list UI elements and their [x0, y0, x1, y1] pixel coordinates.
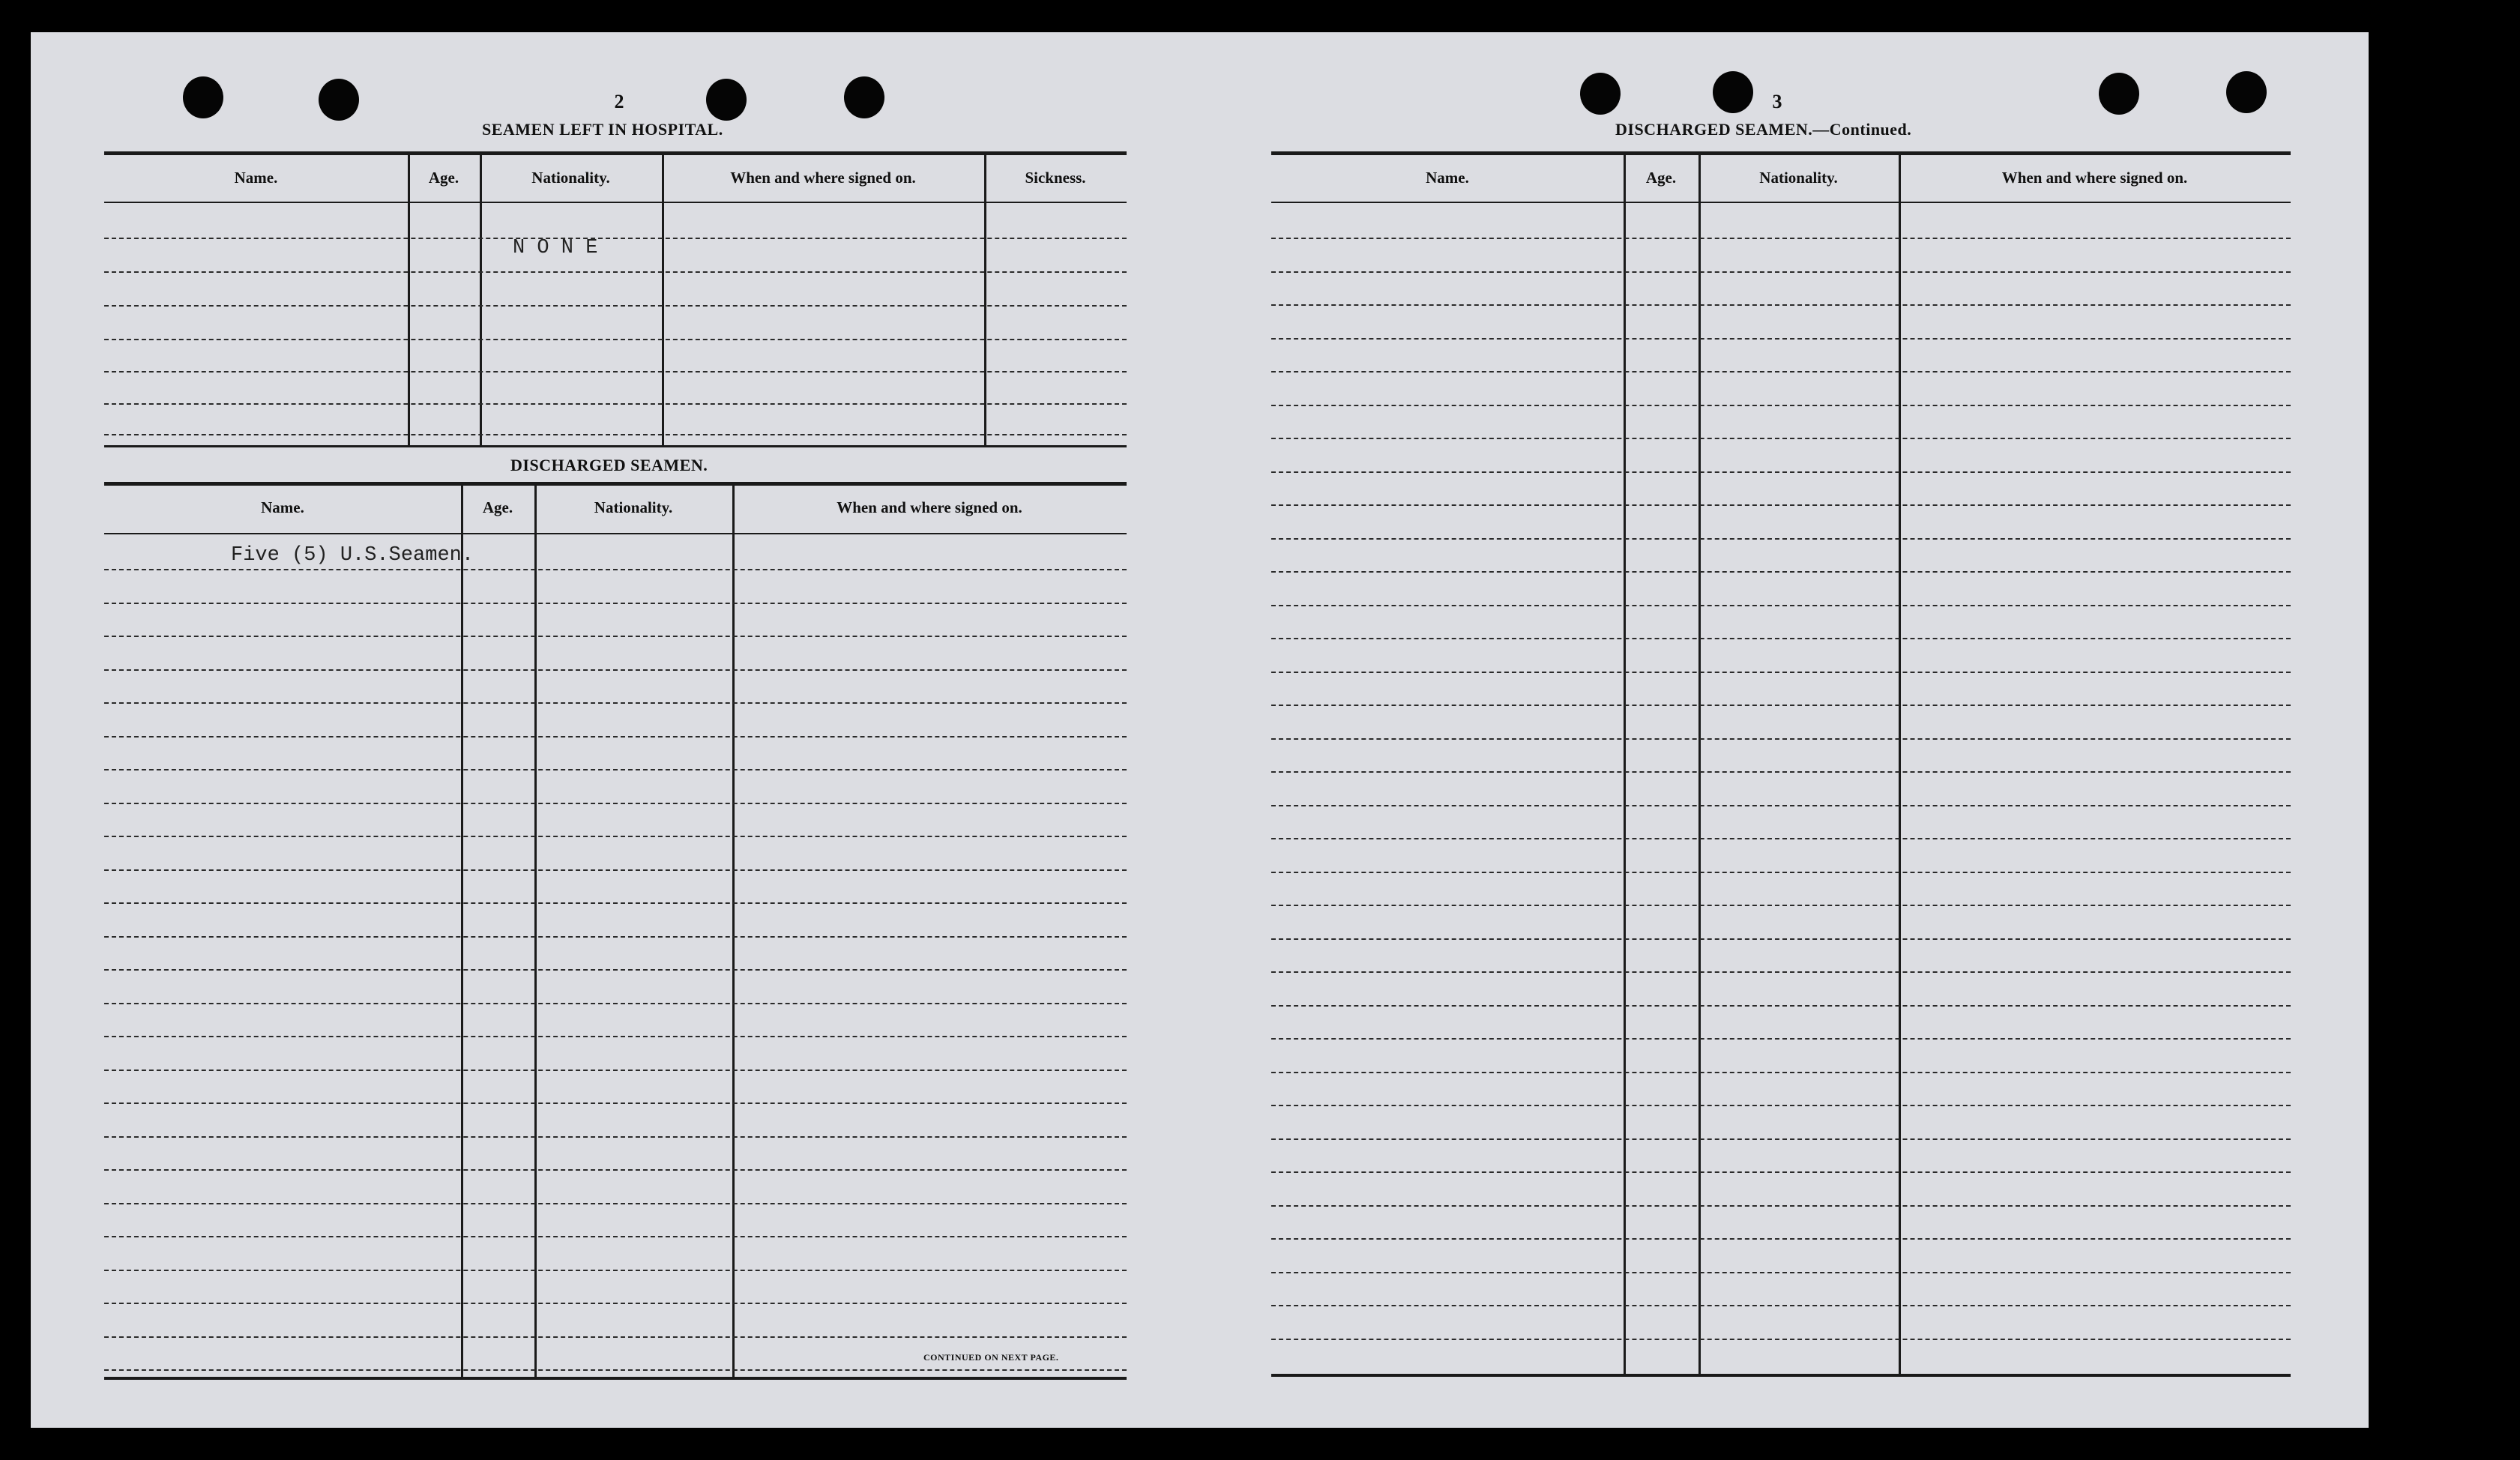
table-bottom-rule [1271, 1374, 2291, 1377]
page-number: 3 [1772, 91, 1782, 112]
ruled-line [1271, 304, 2291, 306]
column-divider [408, 155, 410, 445]
ruled-line [1271, 1105, 2291, 1106]
ruled-line [1271, 672, 2291, 673]
ruled-line [104, 836, 1127, 837]
punch-hole [706, 79, 747, 121]
ruled-line [1271, 872, 2291, 873]
discharged-continued-title: DISCHARGED SEAMEN.—Continued. [1615, 120, 1912, 139]
column-divider [534, 486, 537, 1377]
column-divider [984, 155, 986, 445]
ruled-line [104, 238, 1127, 239]
ruled-line [1271, 438, 2291, 439]
ruled-line [104, 1102, 1127, 1104]
table-top-rule [104, 151, 1127, 155]
header-underline [1271, 202, 2291, 203]
typed-entry-five-seamen: Five (5) U.S.Seamen. [231, 544, 474, 567]
ruled-line [1271, 405, 2291, 406]
column-divider [480, 155, 482, 445]
ruled-line [1271, 1138, 2291, 1140]
column-header-name: Name. [234, 169, 278, 187]
page-number: 2 [614, 91, 624, 112]
ruled-line [1271, 738, 2291, 740]
column-header-signed-on: When and where signed on. [2001, 169, 2188, 187]
ruled-line [104, 669, 1127, 671]
punch-hole [183, 76, 223, 118]
ruled-line [104, 1303, 1127, 1304]
column-header-signed-on: When and where signed on. [730, 169, 916, 187]
ruled-line [104, 702, 1127, 704]
discharged-section-title: DISCHARGED SEAMEN. [510, 456, 708, 474]
ruled-line [1271, 971, 2291, 973]
header-underline [104, 533, 1127, 534]
ruled-line [104, 869, 1127, 871]
ruled-line [1271, 938, 2291, 940]
ruled-line [1271, 771, 2291, 773]
ruled-line [104, 1203, 1127, 1204]
ruled-line [1271, 1238, 2291, 1240]
punch-hole [1580, 73, 1621, 115]
ruled-line [104, 1070, 1127, 1071]
column-divider [732, 486, 735, 1377]
column-header-name: Name. [1426, 169, 1469, 187]
ruled-line [1271, 705, 2291, 706]
continued-footer: CONTINUED ON NEXT PAGE. [923, 1352, 1059, 1363]
column-header-name: Name. [261, 498, 304, 516]
punch-hole [844, 76, 884, 118]
ruled-line [104, 603, 1127, 604]
ruled-line [1271, 1205, 2291, 1207]
ruled-line [104, 1336, 1127, 1338]
punch-hole [319, 79, 359, 121]
ruled-line [104, 769, 1127, 770]
ruled-line [104, 1003, 1127, 1004]
ruled-line [104, 969, 1127, 971]
ruled-line [1271, 271, 2291, 273]
ruled-line [104, 339, 1127, 340]
ruled-line [104, 271, 1127, 273]
header-underline [104, 202, 1127, 203]
column-divider [662, 155, 664, 445]
ruled-line [104, 803, 1127, 804]
ruled-line [1271, 1339, 2291, 1340]
column-header-nationality: Nationality. [1759, 169, 1838, 187]
ruled-line [104, 636, 1127, 637]
ruled-line [1271, 1038, 2291, 1040]
typed-entry-none: N O N E [513, 237, 598, 259]
ruled-line [104, 1369, 1127, 1371]
column-header-nationality: Nationality. [531, 169, 610, 187]
column-header-age: Age. [428, 169, 459, 187]
punch-hole [2099, 73, 2139, 115]
ruled-line [1271, 471, 2291, 473]
ruled-line [1271, 1072, 2291, 1073]
ruled-line [1271, 571, 2291, 573]
ruled-line [104, 1270, 1127, 1271]
ruled-line [1271, 371, 2291, 372]
table-bottom-rule [104, 1377, 1127, 1380]
ruled-line [104, 403, 1127, 405]
ruled-line [1271, 538, 2291, 540]
ruled-line [1271, 805, 2291, 806]
ruled-line [1271, 238, 2291, 239]
ruled-line [104, 1036, 1127, 1037]
table-top-rule [104, 482, 1127, 486]
ruled-line [104, 736, 1127, 737]
document-sheet [31, 32, 2369, 1428]
ruled-line [104, 902, 1127, 904]
column-header-signed-on: When and where signed on. [837, 498, 1022, 516]
column-header-age: Age. [482, 498, 513, 516]
ruled-line [104, 1136, 1127, 1138]
ruled-line [1271, 1272, 2291, 1273]
ruled-line [104, 434, 1127, 435]
ruled-line [104, 936, 1127, 938]
column-divider [461, 486, 463, 1377]
column-header-nationality: Nationality. [594, 498, 673, 516]
hospital-section-title: SEAMEN LEFT IN HOSPITAL. [482, 120, 723, 139]
column-header-age: Age. [1645, 169, 1677, 187]
column-header-sickness: Sickness. [1025, 169, 1086, 187]
ruled-line [1271, 1171, 2291, 1173]
ruled-line [1271, 1005, 2291, 1007]
ruled-line [104, 371, 1127, 372]
table-bottom-rule [104, 445, 1127, 447]
ruled-line [104, 1236, 1127, 1237]
ruled-line [104, 305, 1127, 307]
ruled-line [1271, 638, 2291, 639]
ruled-line [1271, 905, 2291, 906]
ruled-line [1271, 838, 2291, 839]
punch-hole [2226, 71, 2267, 113]
ruled-line [104, 1169, 1127, 1171]
ruled-line [1271, 605, 2291, 606]
table-top-rule [1271, 151, 2291, 155]
ruled-line [1271, 1305, 2291, 1306]
ruled-line [1271, 504, 2291, 506]
ruled-line [1271, 338, 2291, 340]
ruled-line [104, 569, 1127, 570]
